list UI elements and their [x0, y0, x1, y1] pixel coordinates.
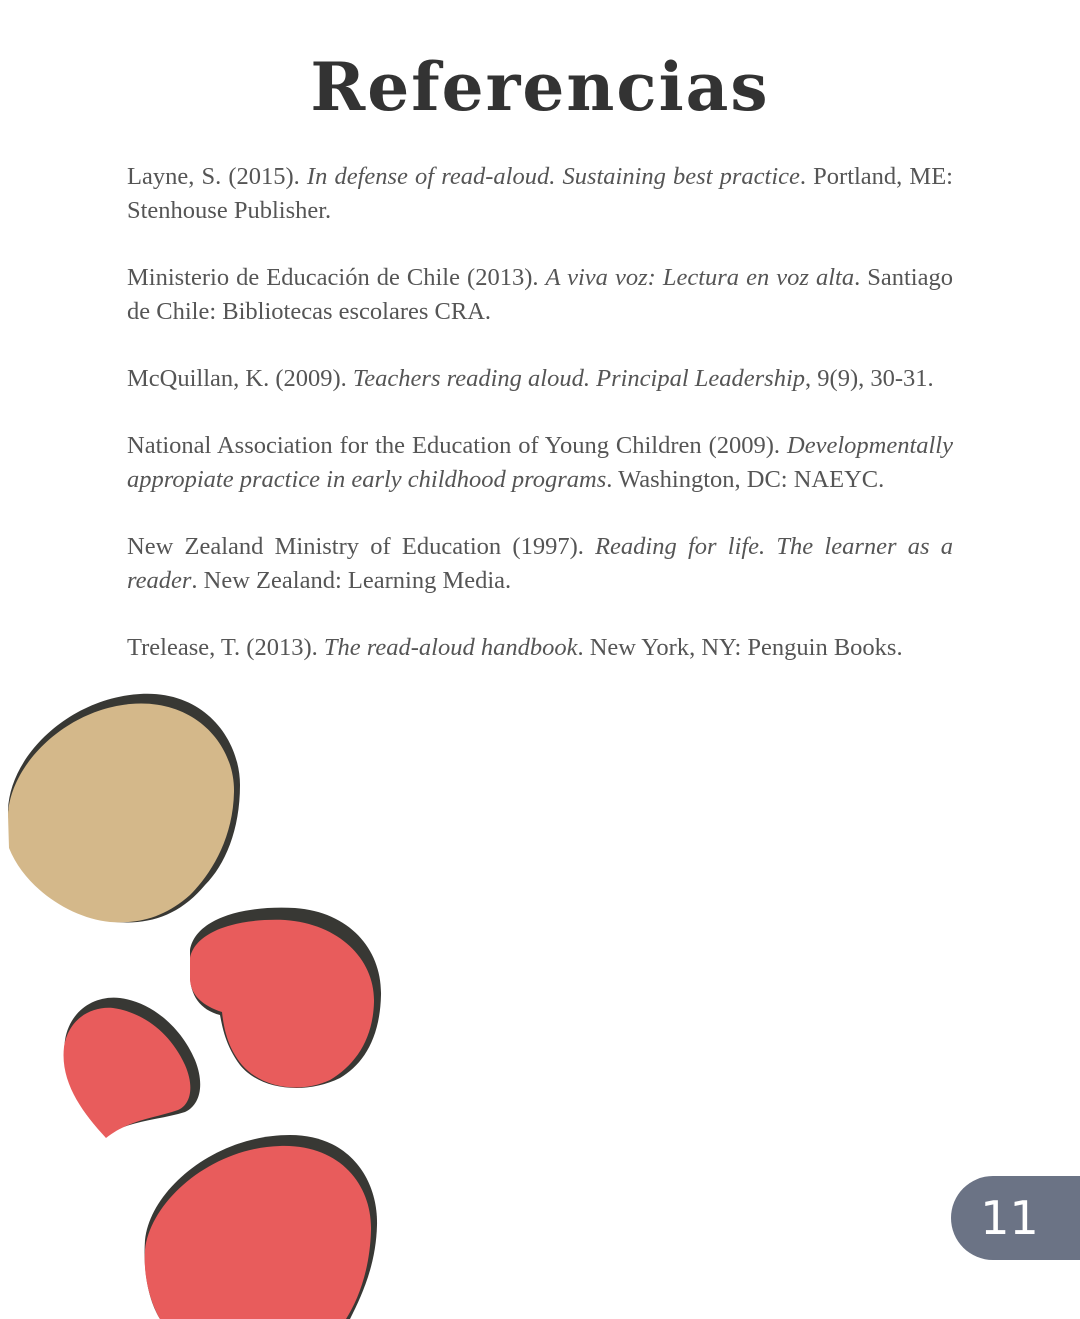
- reference-author: Trelease, T. (2013).: [127, 634, 324, 661]
- tan-blob: [8, 694, 240, 923]
- decorative-blobs: [0, 680, 420, 1319]
- reference-title: Reading for life. The learner as a reader: [127, 533, 953, 594]
- red-blob-lower-left: [64, 998, 201, 1138]
- reference-title: A viva voz: Lectura en voz alta: [545, 264, 855, 291]
- reference-publisher: . Portland, ME: Stenhouse Publisher.: [127, 163, 953, 224]
- reference-author: New Zealand Ministry of Education (1997).: [127, 533, 596, 560]
- reference-author: McQuillan, K. (2009).: [127, 365, 353, 392]
- reference-item: [127, 160, 953, 228]
- reference-publisher: . New Zealand: Learning Media.: [191, 567, 512, 594]
- red-blob-bottom: [145, 1135, 377, 1319]
- reference-publisher: . Washington, DC: NAEYC.: [606, 466, 885, 493]
- page-title: Referencias: [310, 48, 770, 126]
- reference-item: [127, 631, 953, 665]
- reference-item: [127, 429, 953, 497]
- reference-title: In defense of read-aloud. Sustaining best practice: [306, 163, 800, 190]
- reference-title: The read-aloud handbook: [323, 634, 578, 661]
- reference-item: [127, 530, 953, 598]
- reference-publisher: . New York, NY: Penguin Books.: [577, 634, 903, 661]
- reference-item: [127, 362, 953, 396]
- reference-title: Teachers reading aloud. Principal Leadership: [352, 365, 806, 392]
- reference-item: [127, 261, 953, 329]
- reference-author: Layne, S. (2015).: [127, 163, 307, 190]
- reference-publisher: . Santiago de Chile: Bibliotecas escolares CRA.: [127, 264, 953, 325]
- reference-author: Ministerio de Educación de Chile (2013).: [127, 264, 546, 291]
- page-number-badge: 11: [951, 1176, 1080, 1260]
- red-blob-upper: [190, 908, 381, 1088]
- reference-publisher: , 9(9), 30-31.: [805, 365, 934, 392]
- reference-title: Developmentally appropiate practice in early childhood programs: [127, 432, 953, 493]
- references-list: [127, 160, 953, 698]
- reference-author: National Association for the Education of Young Children (2009).: [127, 432, 787, 459]
